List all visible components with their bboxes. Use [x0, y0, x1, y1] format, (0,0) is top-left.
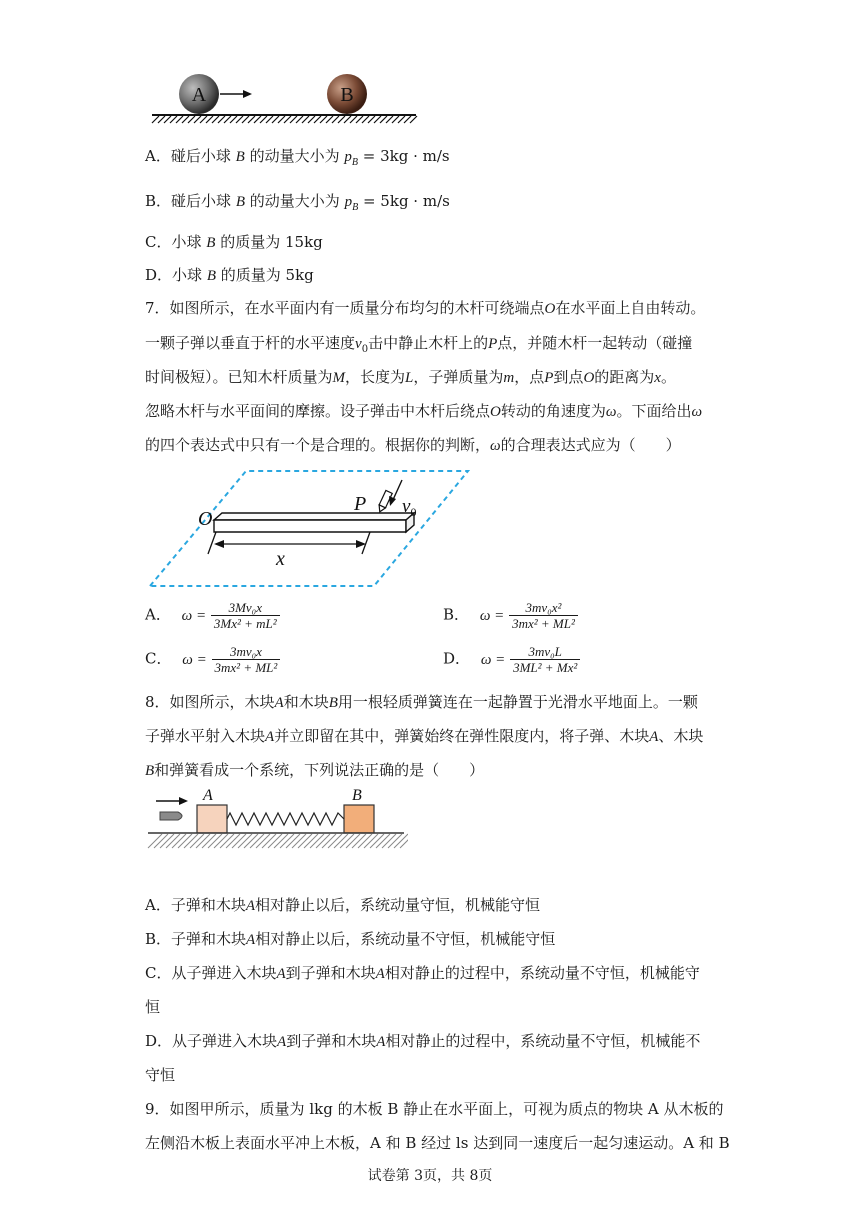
ground-hatching [152, 116, 417, 123]
q6-option-c: C．小球 B 的质量为 15kg [145, 233, 323, 251]
balls-collision-figure [148, 72, 420, 128]
q8-line-2: 子弹水平射入木块A并立即留在其中，弹簧始终在弹性限度内，将子弹、木块A、木块 [145, 727, 704, 745]
label-o: O [198, 508, 213, 530]
q8-line-3: B和弹簧看成一个系统，下列说法正确的是（ ） [145, 761, 485, 779]
block-a-label: A [203, 787, 213, 804]
arrow-head-icon [243, 90, 252, 98]
q7-line-5: 的四个表达式中只有一个是合理的。根据你的判断，ω的合理表达式应为（ ） [145, 436, 681, 454]
q8-line-1: 8．如图所示，木块A和木块B用一根轻质弹簧连在一起静置于光滑水平地面上。一颗 [145, 693, 698, 711]
block-a [197, 805, 227, 833]
q7-option-b: B． ω = $\frac{\text{3mv₀x²}}{\text{3mx² + ML²}}$ [443, 600, 578, 631]
q8-option-a: A．子弹和木块A相对静止以后，系统动量守恒，机械能守恒 [145, 896, 541, 914]
fraction: $\frac{\text{3mv₀x}}{\text{3mx² + ML²}}$ [212, 644, 281, 675]
spring-blocks-figure [146, 786, 408, 852]
fraction: $\frac{\text{3Mv₀x}}{\text{3Mx² + mL²}}$ [211, 600, 280, 631]
bullet-icon [160, 812, 182, 820]
block-b-label: B [352, 787, 362, 804]
q7-option-d: D． ω = $\frac{\text{3mv₀L}}{\text{3ML² + Mx²}}$ [443, 644, 580, 675]
rod-bullet-figure [148, 468, 472, 590]
arrow-down-icon [389, 496, 396, 506]
block-b [344, 805, 374, 833]
spring [227, 813, 344, 825]
q6-option-b: B．碰后小球 B 的动量大小为 $p_B = 5kg \cdot m/s$ [145, 192, 450, 213]
q9-line-1: 9．如图甲所示，质量为 lkg 的木板 B 静止在水平面上，可视为质点的物块 A 从木板的 [145, 1100, 724, 1118]
q8-option-c-line-1: C．从子弹进入木块A到子弹和木块A相对静止的过程中，系统动量不守恒，机械能守 [145, 964, 700, 982]
q8-option-c-line-2: 恒 [145, 998, 161, 1016]
page-footer: 试卷第 3页，共 8页 [367, 1168, 493, 1184]
ball-a-label: A [191, 84, 207, 106]
arrow-right-icon [179, 797, 188, 805]
label-p: P [354, 493, 367, 515]
q7-line-2: 一颗子弹以垂直于杆的水平速度$v_0$击中静止木杆上的P点，并随木杆一起转动（碰撞 [145, 334, 693, 355]
fraction: $\frac{\text{3mv₀x²}}{\text{3mx² + ML²}}$ [509, 600, 578, 631]
label-x: x [276, 548, 285, 570]
q7-option-c: C． ω = $\frac{\text{3mv₀x}}{\text{3mx² + ML²}}$ [145, 644, 280, 675]
q6-option-d: D．小球 B 的质量为 5kg [145, 266, 314, 284]
arrow-left-icon [214, 540, 224, 548]
fraction: $\frac{\text{3mv₀L}}{\text{3ML² + Mx²}}$ [510, 644, 580, 675]
q8-option-b: B．子弹和木块A相对静止以后，系统动量不守恒，机械能守恒 [145, 930, 556, 948]
q7-line-1: 7．如图所示，在水平面内有一质量分布均匀的木杆可绕端点O在水平面上自由转动。 [145, 299, 706, 317]
ball-b-label: B [340, 84, 354, 106]
q8-option-d-line-1: D．从子弹进入木块A到子弹和木块A相对静止的过程中，系统动量不守恒，机械能不 [145, 1032, 701, 1050]
q7-option-a: A． ω = $\frac{\text{3Mv₀x}}{\text{3Mx² + mL²}}$ [145, 600, 280, 631]
q7-line-3: 时间极短）。已知木杆质量为M，长度为L，子弹质量为m，点P到点O的距离为x。 [145, 368, 676, 386]
q6-option-a: A．碰后小球 B 的动量大小为 $p_B = 3kg \cdot m/s$ [145, 147, 450, 168]
q8-option-d-line-2: 守恒 [145, 1066, 176, 1084]
rod-top [214, 513, 414, 520]
q7-line-4: 忽略木杆与水平面间的摩擦。设子弹击中木杆后绕点O转动的角速度为ω。下面给出ω [145, 402, 703, 420]
ground-hatching [148, 834, 408, 848]
label-v0: $v_0$ [402, 496, 417, 519]
pivot-tick [208, 532, 216, 554]
rod-front [214, 520, 406, 532]
q9-line-2: 左侧沿木板上表面水平冲上木板，A 和 B 经过 ls 达到同一速度后一起匀速运动。A 和 B [145, 1134, 730, 1152]
